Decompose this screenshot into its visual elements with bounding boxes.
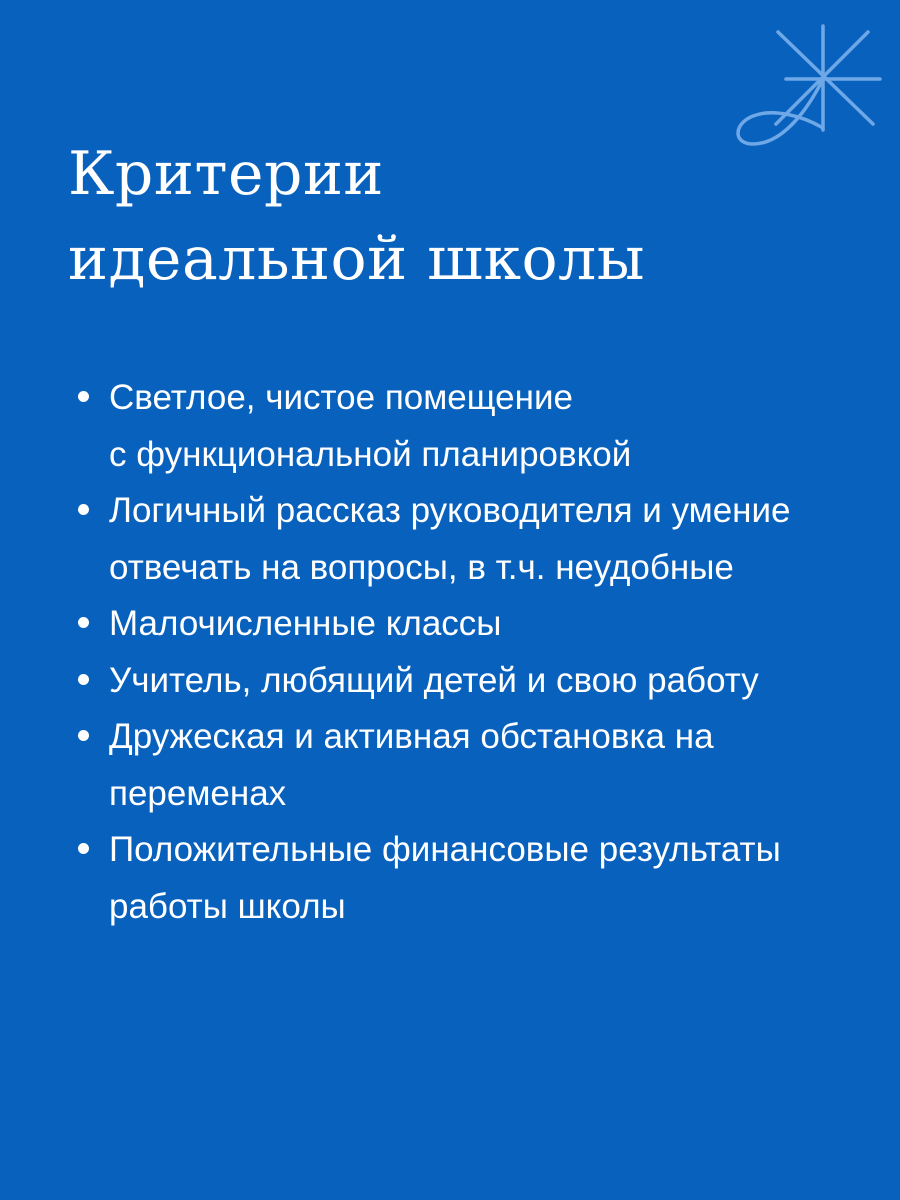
bullet-icon bbox=[78, 391, 89, 402]
list-item-text: Учитель, любящий детей и свою работу bbox=[109, 660, 759, 700]
list-item bbox=[74, 370, 874, 483]
title-line-1: Критерии bbox=[68, 139, 384, 209]
bullet-icon bbox=[78, 843, 89, 854]
list-item bbox=[74, 709, 874, 822]
page-title bbox=[68, 132, 645, 302]
list-item-text: Логичный рассказ руководителя и умение отвечать на вопросы, в т.ч. неудобные bbox=[109, 491, 791, 587]
bullet-icon bbox=[78, 504, 89, 515]
list-item-text: Малочисленные классы bbox=[109, 604, 502, 643]
list-item bbox=[74, 653, 874, 710]
list-item-text: Дружеская и активная обстановка на переменах bbox=[109, 717, 714, 813]
title-line-2: идеальной школы bbox=[68, 224, 645, 294]
list-item-text: Светлое, чистое помещение с функциональной планировкой bbox=[109, 378, 632, 474]
bullet-icon bbox=[78, 617, 89, 628]
list-item bbox=[74, 596, 874, 653]
list-item-text: Положительные финансовые результаты работы школы bbox=[109, 830, 781, 926]
criteria-list bbox=[74, 370, 874, 935]
bullet-icon bbox=[78, 674, 89, 685]
starburst-swirl-logo-icon bbox=[728, 24, 888, 154]
list-item bbox=[74, 483, 874, 596]
bullet-icon bbox=[78, 730, 89, 741]
list-item bbox=[74, 822, 874, 935]
